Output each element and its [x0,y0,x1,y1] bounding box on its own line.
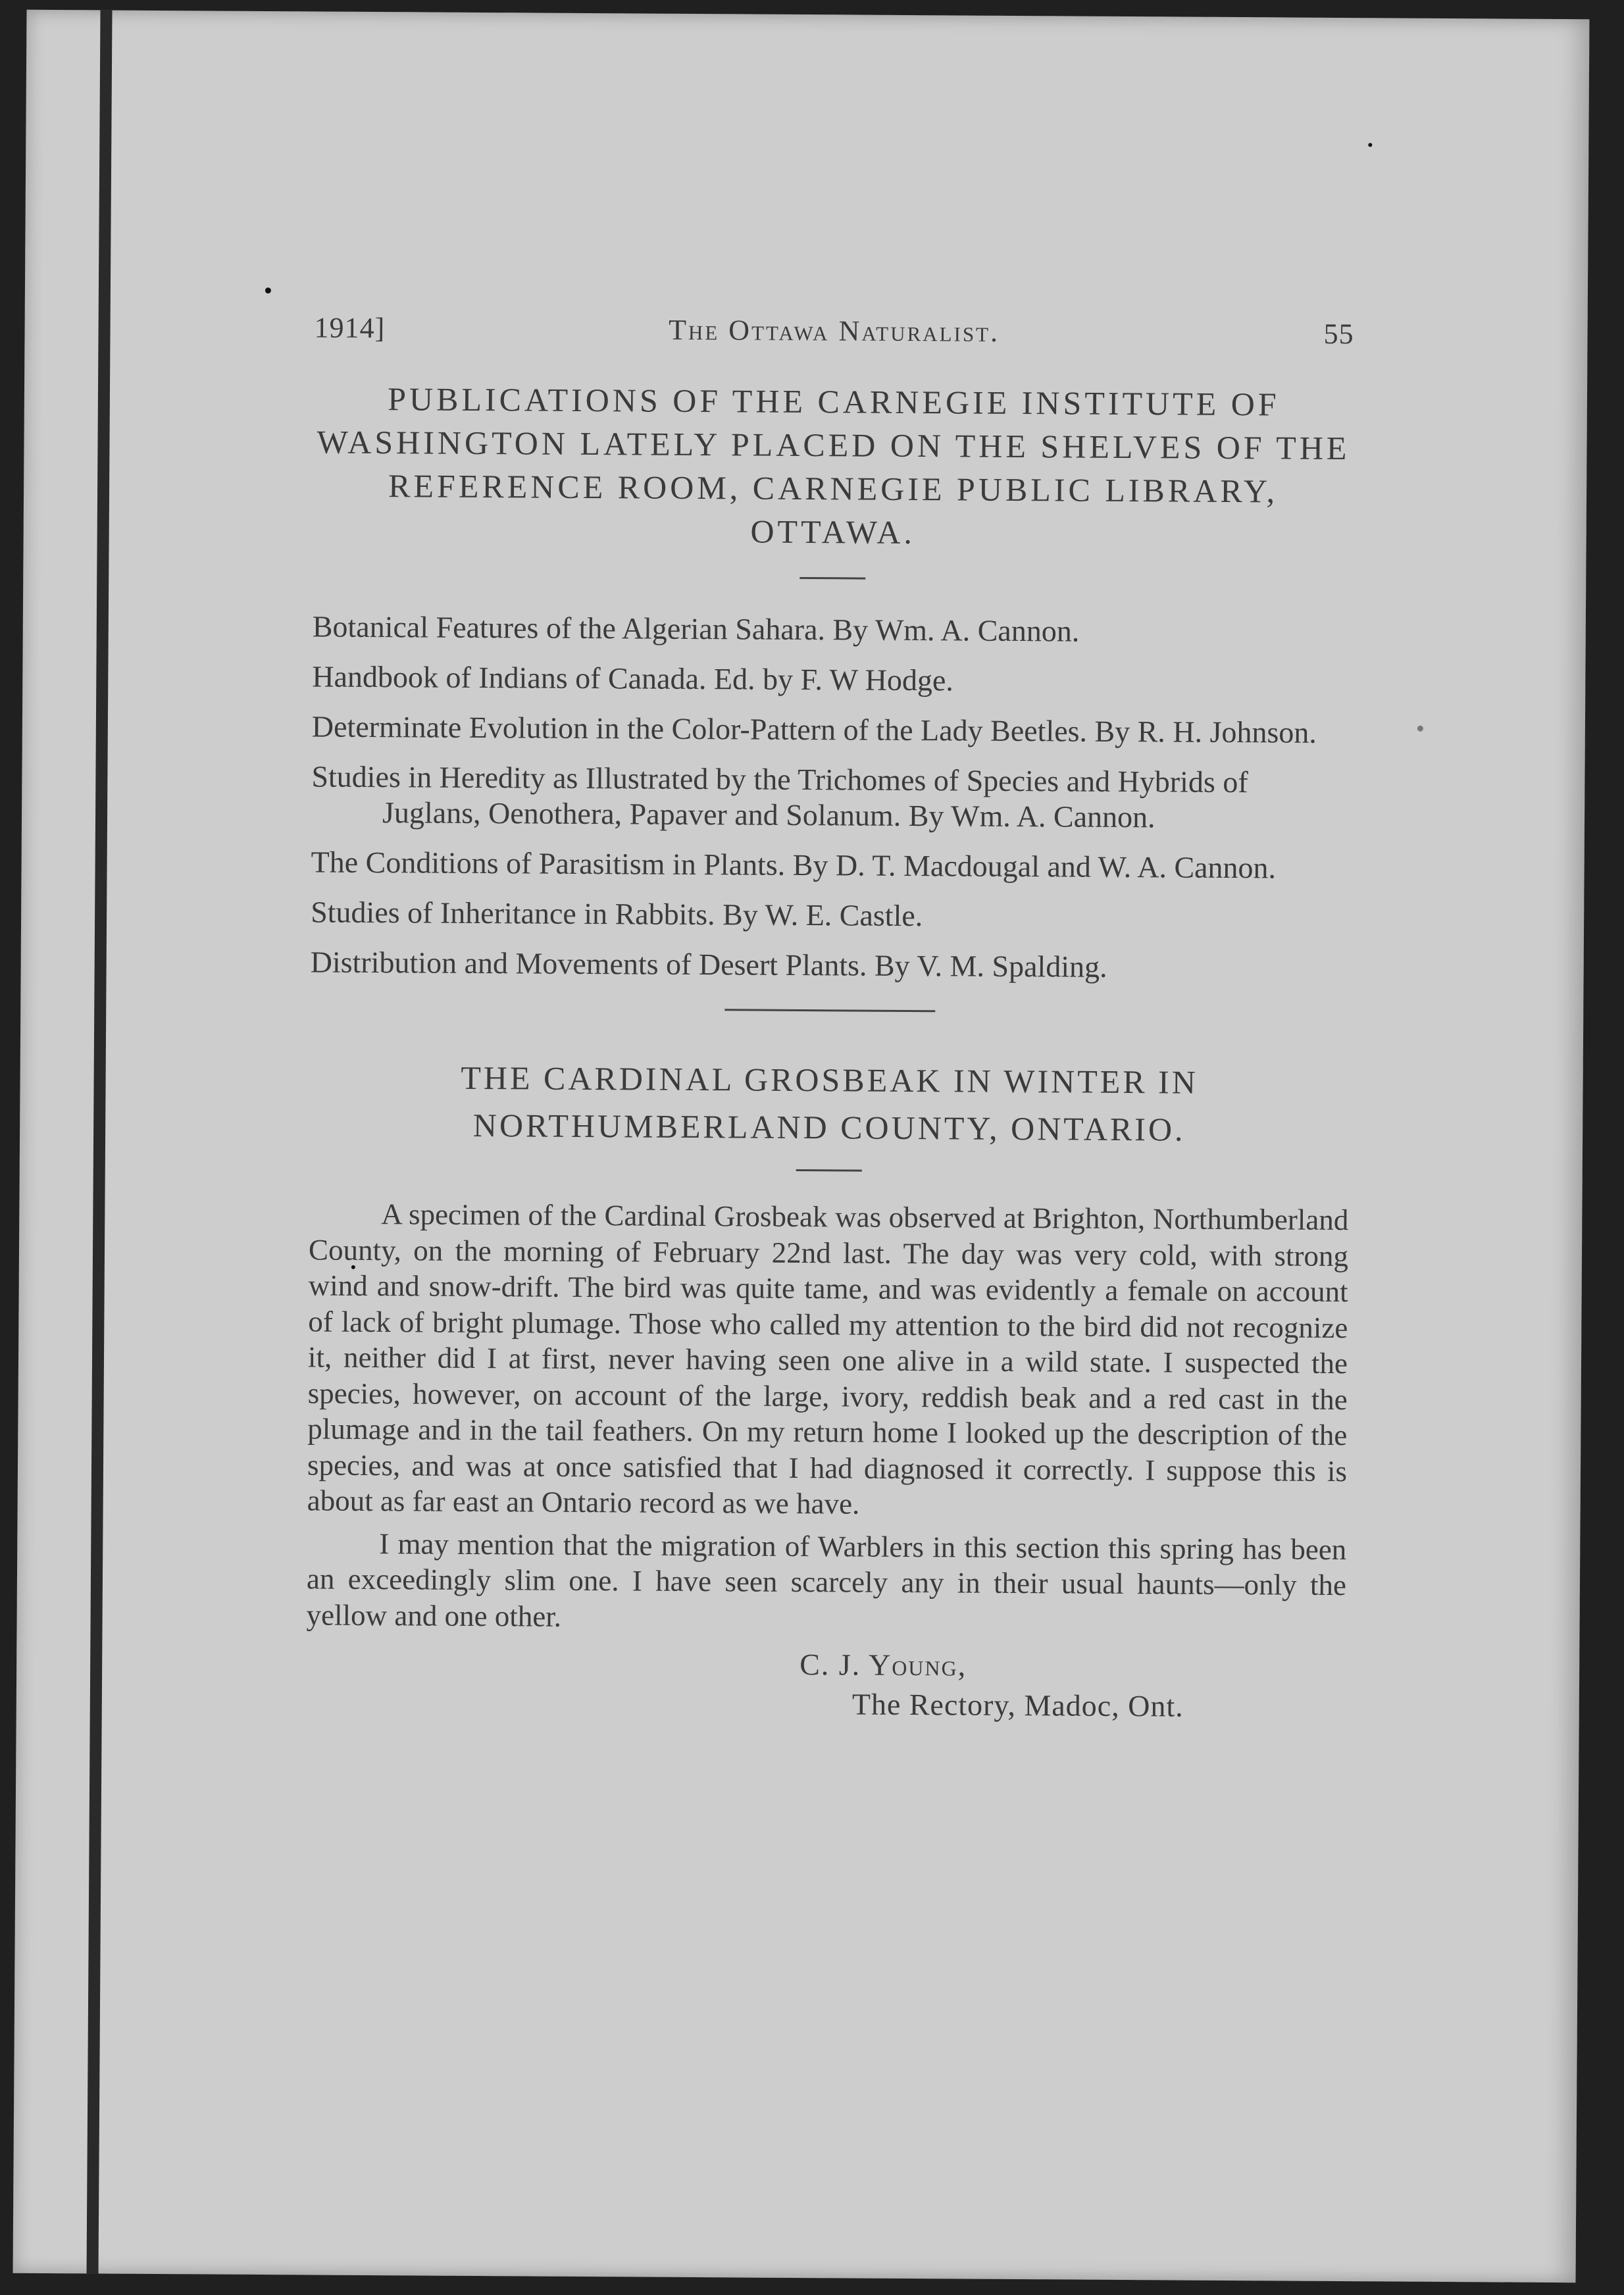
running-head-journal-title: The Ottawa Naturalist. [668,313,1000,348]
publication-list [311,609,1352,986]
divider-rule [799,577,865,580]
publication-entry: The Conditions of Parasitism in Plants. By D. T. Macdougal and W. A. Cannon. [311,845,1277,885]
running-head [314,311,1354,357]
dust-speck [265,288,271,293]
book-page [13,10,1590,2282]
publication-entry: Determinate Evolution in the Color-Pattern of the Lady Beetles. By R. H. Johnson. [311,709,1317,749]
dust-speck [1417,726,1423,732]
running-head-year: 1914] [314,311,386,345]
publication-entry: Studies in Heredity as Illustrated by the Trichomes of Species and Hybrids of Juglans, Oenothera, Papaver and Solanum. By Wm. A. Cannon. [311,759,1248,834]
publication-entry: Botanical Features of the Algerian Sahara. By Wm. A. Cannon. [312,609,1080,648]
publication-entry: Studies of Inheritance in Rabbits. By W. E. Castle. [311,895,923,933]
page-content [306,311,1354,1727]
author-address: The Rectory, Madoc, Ont. [851,1687,1184,1723]
page-number: 55 [1323,317,1354,351]
article-title-line: NORTHUMBERLAND COUNTY, ONTARIO. [472,1106,1186,1148]
article-title-publications: PUBLICATIONS OF THE CARNEGIE INSTITUTE OF WASHINGTON LATELY PLACED ON THE SHELVES OF THE REFERENCE ROOM, CARNEGIE PUBLIC LIBRARY, OTTAWA. [317,380,1350,551]
publication-entry: Distribution and Movements of Desert Plants. By V. M. Spalding. [310,945,1107,984]
article-title-cardinal-grosbeak [309,1053,1350,1154]
page-binding-edge [87,10,113,2273]
section-divider-rule [724,1009,935,1012]
body-paragraph: I may mention that the migration of Warblers in this section this spring has been an exceedingly slim one. I have seen scarcely any in their usual haunts—only the yellow and one other. [306,1526,1347,1633]
author-signature: C. J. Young, [799,1648,967,1682]
dust-speck [1368,143,1372,147]
article-title-line: THE CARDINAL GROSBEAK IN WINTER IN [461,1059,1199,1101]
publication-entry: Handbook of Indians of Canada. Ed. by F. W Hodge. [312,659,954,697]
body-paragraph: A specimen of the Cardinal Grosbeak was observed at Brighton, Northumberland County, on the morning of February 22nd last. The day was very cold, with strong wind and snow-drift. The bird was quite tame, and was evidently a female on account of lack of bright plumage. Those who called my attention to the bird did not recognize it, neither did I at first, never having seen one alive in a wild state. I suspected the species, however, on account of the large, ivory, reddish beak and a red cast in the plumage and in the tail feathers. On my return home I looked up the description of the species, and was at once satisfied that I had diagnosed it correctly. I suppose this is about as far east an Ontario record as we have. [307,1198,1349,1521]
divider-rule [796,1169,862,1172]
